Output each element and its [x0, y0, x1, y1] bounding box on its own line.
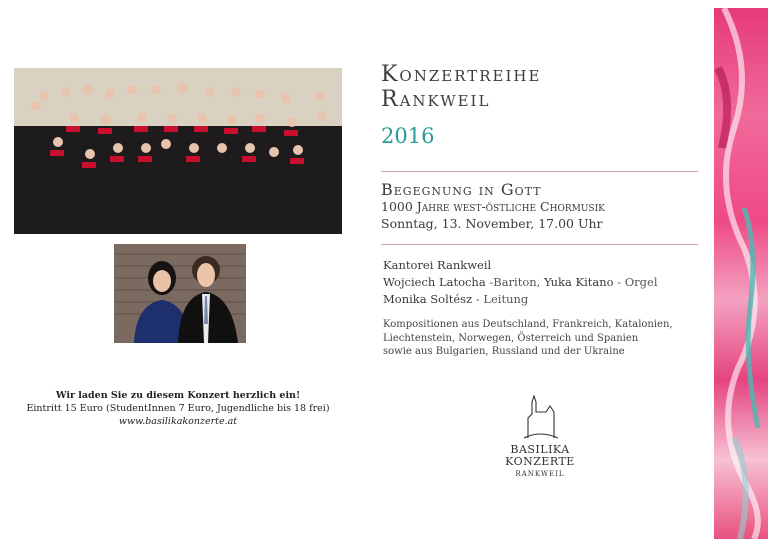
program-line-2: Liechtenstein, Norwegen, Österreich und Spanien [383, 332, 639, 344]
logo-line-1: BASILIKA [510, 443, 570, 456]
program-description [383, 318, 683, 359]
website-link[interactable]: www.basilikakonzerte.at [118, 416, 238, 427]
conductor-line [383, 291, 658, 308]
logo-line-3: RANKWEIL [515, 470, 565, 478]
concert-date: Sonntag, 13. November, 17.00 Uhr [381, 216, 603, 231]
basilika-konzerte-logo [500, 394, 580, 478]
soloist-role: -Bariton, [485, 275, 544, 289]
soloists-photo [114, 244, 246, 343]
series-title-line2: Rankweil [381, 87, 491, 112]
divider-bottom [381, 244, 698, 245]
program-line-1: Kompositionen aus Deutschland, Frankreich, Katalonien, [383, 319, 673, 330]
series-title [381, 62, 701, 112]
performers-list [383, 257, 658, 308]
conductor-role: - Leitung [472, 292, 529, 306]
soloists-line [383, 274, 658, 291]
concert-subtitle: 1000 Jahre west-östliche Chormusik [381, 199, 605, 214]
invitation-headline: Wir laden Sie zu diesem Konzert herzlich ein! [55, 390, 301, 401]
series-title-line1: Konzertreihe [381, 62, 542, 87]
ensemble-name: Kantorei Rankweil [383, 258, 492, 272]
season-year: 2016 [381, 124, 435, 148]
admission-info: Eintritt 15 Euro (StudentInnen 7 Euro, Jugendliche bis 18 frei) [26, 403, 330, 414]
soloist-name: Wojciech Latocha [383, 275, 486, 289]
organist-name: Yuka Kitano [544, 275, 614, 289]
logo-line-2: KONZERTE [505, 455, 575, 468]
choir-photo [14, 68, 342, 234]
program-line-3: sowie aus Bulgarien, Russland und der Ukraine [383, 346, 625, 357]
conductor-name: Monika Soltész [383, 292, 473, 306]
invitation-block [14, 389, 342, 428]
divider-top [381, 171, 698, 172]
decorative-art-strip [714, 8, 768, 539]
organist-role: - Orgel [613, 275, 658, 289]
concert-title: Begegnung in Gott [381, 180, 542, 199]
basilica-icon [520, 394, 560, 440]
